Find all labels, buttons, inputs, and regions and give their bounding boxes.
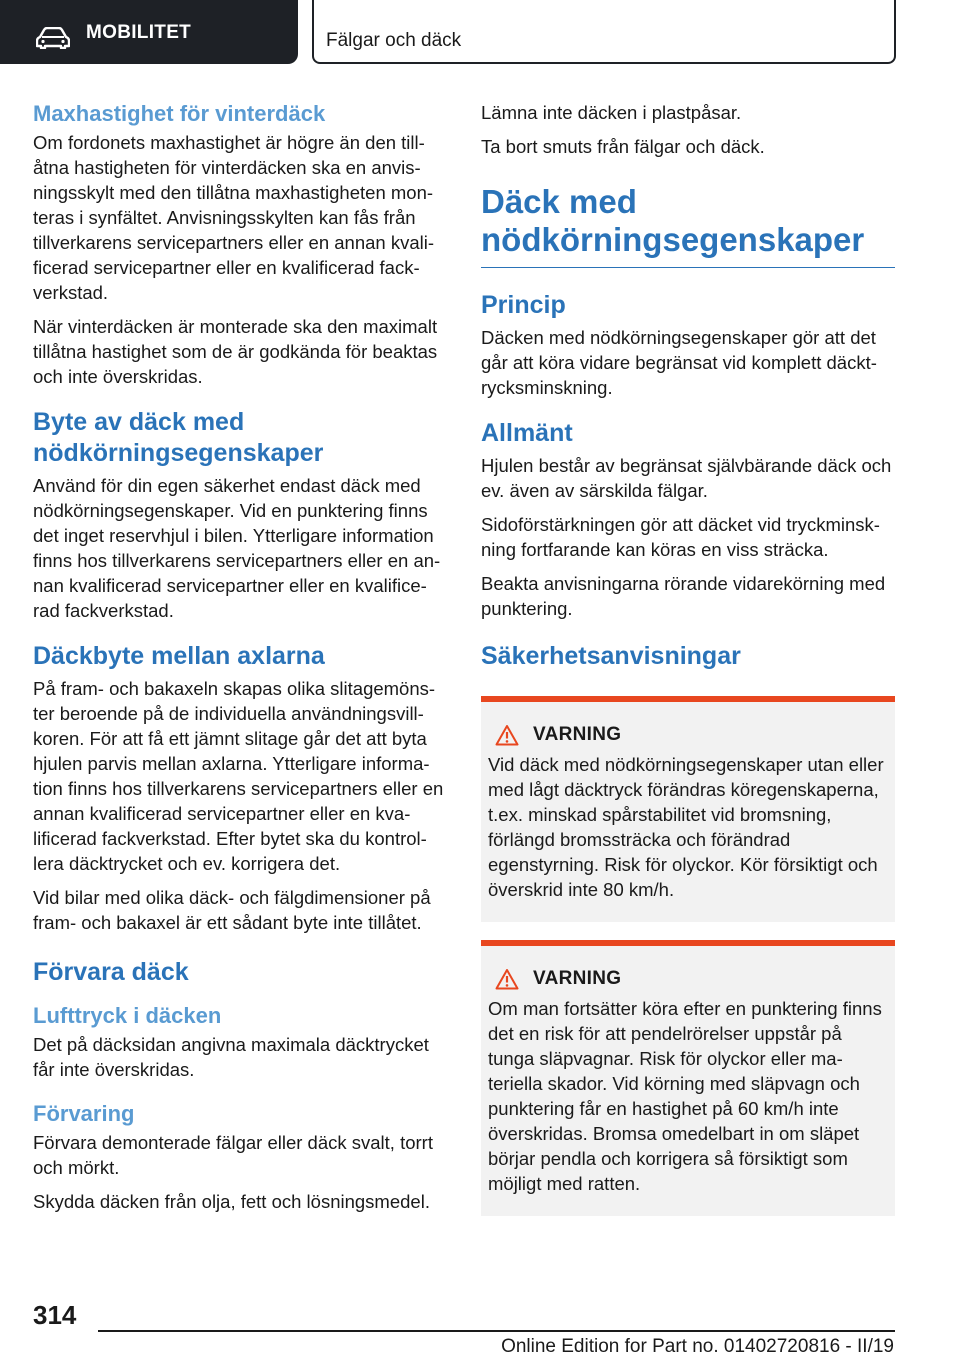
paragraph: När vinterdäcken är monterade ska den maximalt tillåtna hastighet som de är godkända för beaktas och inte överskridas.	[33, 316, 438, 387]
warning-header	[495, 968, 887, 990]
paragraph: Sidoförstärkningen gör att däcket vid tryckminskning fortfarande kan köras en viss sträcka.	[481, 514, 880, 560]
paragraph: Använd för din egen säkerhet endast däck med nödkörningsegenskaper. Vid en punktering finns det inget reservhjul i bilen. Ytterligare information finns hos tillverkarens servicepartners eller en annan kvalificerad servicepartner eller en kvalificerad fackverkstad.	[33, 475, 441, 621]
car-icon	[36, 27, 70, 49]
section-tab	[0, 0, 298, 64]
paragraph: Förvara demonterade fälgar eller däck svalt, torrt och mörkt.	[33, 1132, 433, 1178]
heading-byte-av-dack: Byte av däck med nödkörningsegenskaper	[33, 408, 324, 467]
paragraph: Däcken med nödkörningsegenskaper gör att det går att köra vidare begränsat vid komplett däcktrycksminskning.	[481, 327, 877, 398]
heading-princip: Princip	[481, 291, 566, 319]
chapter-tab	[312, 0, 896, 64]
warning-label: VARNING	[533, 724, 622, 745]
heading-dackbyte: Däckbyte mellan axlarna	[33, 642, 325, 670]
heading-sakerhetsanvisningar: Säkerhetsanvisningar	[481, 642, 741, 670]
paragraph: Ta bort smuts från fälgar och däck.	[481, 136, 765, 157]
heading-dack-med-nodkorning: Däck med nödkörningsegenskaper	[481, 183, 895, 268]
paragraph: Det på däcksidan angivna maximala däcktrycket får inte överskridas.	[33, 1034, 429, 1080]
paragraph: Lämna inte däcken i plastpåsar.	[481, 102, 742, 123]
warning-header	[495, 724, 887, 746]
right-column	[481, 100, 895, 1216]
heading-forvara-dack: Förvara däck	[33, 958, 189, 986]
paragraph: Beakta anvisningarna rörande vidarekörning med punktering.	[481, 573, 886, 619]
page-number: 314	[33, 1300, 77, 1330]
paragraph: Vid bilar med olika däck- och fälgdimensioner på fram- och bakaxel är ett sådant byte inte tillåtet.	[33, 887, 431, 933]
heading-maxhastighet: Maxhastighet för vinterdäck	[33, 101, 326, 126]
warning-text: Om man fortsätter köra efter en punktering finns det en risk för att pendelrörelser uppstår på tunga släpvagnar. Risk för olyckor eller materiella skador. Vid körning med släpvagn och punktering får en hastighet på 60 km/h inte överskridas. Bromsa omedelbart in om släpet börjar pendla och korrigera så försiktigt som möjligt med ratten.	[488, 998, 882, 1194]
paragraph: Hjulen består av begränsat självbärande däck och ev. även av särskilda fälgar.	[481, 455, 892, 501]
warning-triangle-icon	[495, 724, 519, 746]
paragraph: På fram- och bakaxeln skapas olika slitagemönster beroende på de individuella användningsvillkoren. För att få ett jämnt slitage går det att byta hjulen parvis mellan axlarna. Ytterligare information finns hos tillverkarens servicepartners eller en annan kvalificerad servicepartner eller en kvalificerad fackverkstad. Efter bytet ska du kontrollera däcktrycket och ev. korrigera det.	[33, 678, 444, 874]
paragraph: Skydda däcken från olja, fett och lösningsmedel.	[33, 1191, 430, 1212]
warning-triangle-icon	[495, 968, 519, 990]
heading-forvaring: Förvaring	[33, 1101, 135, 1126]
edition-info: Online Edition for Part no. 01402720816 - II/19	[501, 1336, 894, 1357]
warning-label: VARNING	[533, 968, 622, 989]
warning-box	[481, 696, 895, 922]
warning-text: Vid däck med nödkörningsegenskaper utan eller med lågt däcktryck förändras köregenskaperna, t.ex. minskad spårstabilitet vid bromsning, förlängd bromssträcka och förändrad egenstyrning. Risk för olyckor. Kör försiktigt och överskrid inte 80 km/h.	[488, 754, 884, 900]
section-title: MOBILITET	[86, 22, 192, 43]
heading-lufttryck: Lufttryck i däcken	[33, 1003, 222, 1028]
heading-allmant: Allmänt	[481, 419, 573, 447]
warning-box	[481, 940, 895, 1216]
paragraph: Om fordonets maxhastighet är högre än den tillåtna hastigheten för vinterdäcken ska en anvisningsskylt med den tillåtna maxhastigheten monteras i synfältet. Anvisningsskylten kan fås från tillverkarens servicepartners eller en annan kvalificerad servicepartner eller en kvalificerad fackverkstad.	[33, 132, 435, 303]
chapter-title: Fälgar och däck	[326, 30, 462, 51]
left-column	[33, 100, 447, 1223]
footer-divider	[98, 1330, 895, 1332]
